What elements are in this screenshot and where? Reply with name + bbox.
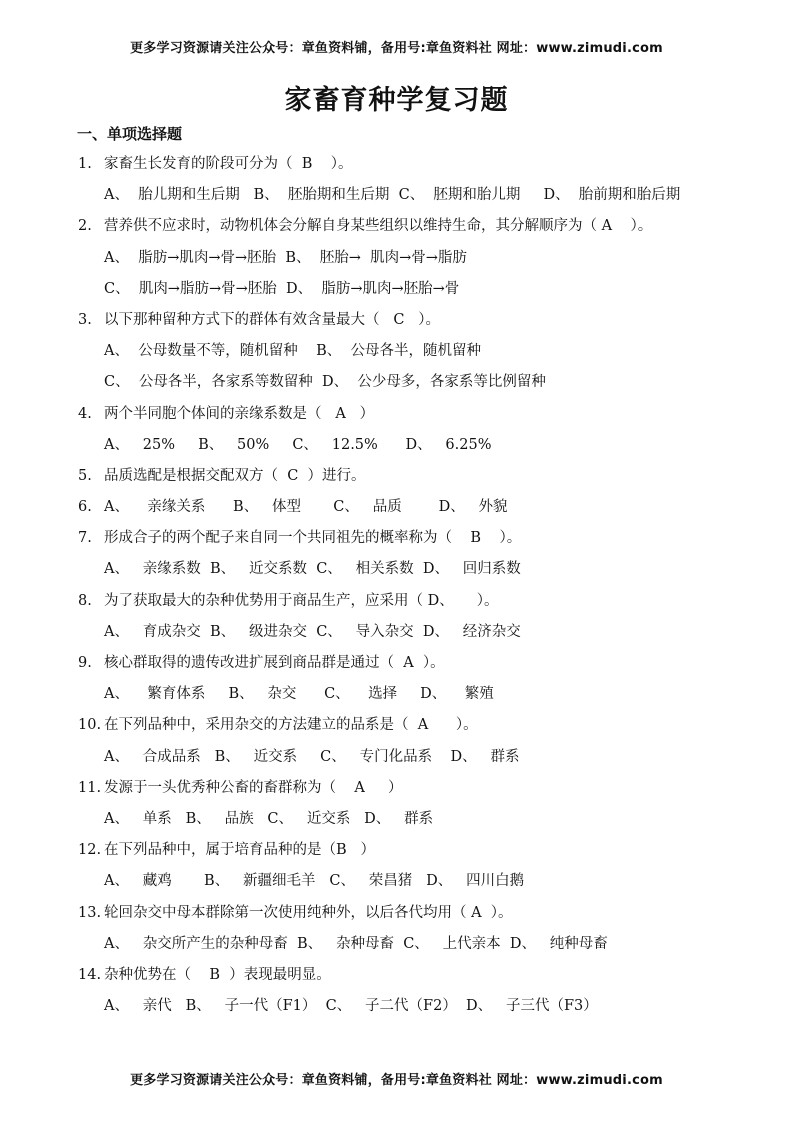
question-number: 5. <box>78 467 92 484</box>
question-list <box>78 149 768 1022</box>
options-text: C、 公母各半，各家系等数留种 D、 公少母多，各家系等比例留种 <box>104 374 546 391</box>
question-text: 家畜生长发育的阶段可分为（ B ）。 <box>104 156 353 172</box>
answer-options-line <box>78 679 768 710</box>
question-line <box>78 710 768 741</box>
question-line <box>78 835 768 866</box>
options-text: A、 亲代 B、 子一代（F1） C、 子二代（F2） D、 子三代（F3） <box>104 998 598 1015</box>
options-text: A、 25% B、 50% C、 12.5% D、 6.25% <box>104 436 492 453</box>
answer-options-line <box>78 336 768 367</box>
answer-options-line <box>78 180 768 211</box>
question-text: 发源于一头优秀种公畜的畜群称为（ A ） <box>104 779 403 796</box>
question-text: 形成合子的两个配子来自同一个共同祖先的概率称为（ B ）。 <box>104 530 522 547</box>
answer-options-line <box>78 742 768 773</box>
question-line <box>78 399 768 430</box>
question-line <box>78 461 768 492</box>
question-number: 3. <box>78 311 92 328</box>
question-text: 杂种优势在（ B ）表现最明显。 <box>104 966 331 983</box>
question-text: 品质选配是根据交配双方（ C ）进行。 <box>104 467 366 484</box>
question-number: 8. <box>78 592 92 609</box>
page-header-promo: 更多学习资源请关注公众号：章鱼资料铺，备用号:章鱼资料社 网址：www.zimudi.com <box>130 41 663 56</box>
question-text: 在下列品种中，采用杂交的方法建立的品系是（ A ）。 <box>104 717 478 734</box>
options-text: A、 繁育体系 B、 杂交 C、 选择 D、 繁殖 <box>104 686 494 703</box>
question-line <box>78 492 768 523</box>
question-text: 核心群取得的遗传改进扩展到商品群是通过（ A ）。 <box>104 655 445 671</box>
question-line <box>78 211 768 242</box>
answer-options-line <box>78 430 768 461</box>
question-number: 6. <box>78 499 92 516</box>
question-line <box>78 960 768 991</box>
question-line <box>78 305 768 336</box>
question-text: 在下列品种中，属于培育品种的是（B ） <box>104 842 375 859</box>
options-text: C、 肌肉→脂肪→骨→胚胎 D、 脂肪→肌肉→胚胎→骨 <box>104 280 460 297</box>
page-footer-promo: 更多学习资源请关注公众号：章鱼资料铺，备用号:章鱼资料社 网址：www.zimudi.com <box>130 1073 663 1088</box>
question-number: 9. <box>78 655 92 671</box>
question-text: 轮回杂交中母本群除第一次使用纯种外，以后各代均用（ A ）。 <box>104 904 513 921</box>
options-text: A、 胎儿期和生后期 B、 胚胎期和生后期 C、 胚期和胎儿期 D、 胎前期和胎后期 <box>104 187 681 204</box>
question-number: 2. <box>78 218 92 235</box>
answer-options-line <box>78 367 768 398</box>
question-number: 7. <box>78 530 92 547</box>
answer-options-line <box>78 274 768 305</box>
options-text: A、 育成杂交 B、 级进杂交 C、 导入杂交 D、 经济杂交 <box>104 623 521 640</box>
options-text: A、 合成品系 B、 近交系 C、 专门化品系 D、 群系 <box>104 748 520 765</box>
question-number: 13. <box>78 904 102 921</box>
question-text: 两个半同胞个体间的亲缘系数是（ A ） <box>104 405 375 422</box>
answer-options-line <box>78 929 768 960</box>
answer-options-line <box>78 243 768 274</box>
answer-options-line <box>78 554 768 585</box>
question-number: 10. <box>78 717 102 734</box>
question-text: 营养供不应求时，动物机体会分解自身某些组织以维持生命，其分解顺序为（ A ）。 <box>104 218 653 235</box>
question-line <box>78 523 768 554</box>
question-text: 以下那种留种方式下的群体有效含量最大（ C ）。 <box>104 311 440 328</box>
options-text: A、 亲缘系数 B、 近交系数 C、 相关系数 D、 回归系数 <box>104 561 521 578</box>
page-title: 家畜育种学复习题 <box>284 85 509 116</box>
question-line <box>78 149 768 180</box>
question-number: 4. <box>78 405 92 422</box>
options-text: A、 单系 B、 品族 C、 近交系 D、 群系 <box>104 810 434 827</box>
answer-options-line <box>78 804 768 835</box>
question-number: 12. <box>78 842 102 859</box>
question-line <box>78 648 768 679</box>
options-text: A、 脂肪→肌肉→骨→胚胎 B、 胚胎→ 肌肉→骨→脂肪 <box>104 249 467 266</box>
answer-options-line <box>78 991 768 1022</box>
question-number: 11. <box>78 779 102 796</box>
options-text: A、 藏鸡 B、 新疆细毛羊 C、 荣昌猪 D、 四川白鹅 <box>104 873 525 890</box>
question-line <box>78 898 768 929</box>
question-number: 14. <box>78 966 102 983</box>
question-number: 1. <box>78 156 92 172</box>
options-text: A、 公母数量不等，随机留种 B、 公母各半，随机留种 <box>104 343 481 360</box>
question-text: A、 亲缘关系 B、 体型 C、 品质 D、 外貌 <box>104 499 508 516</box>
question-line <box>78 773 768 804</box>
question-line <box>78 586 768 617</box>
answer-options-line <box>78 866 768 897</box>
section-heading: 一、单项选择题 <box>77 125 183 143</box>
question-text: 为了获取最大的杂种优势用于商品生产，应采用（ D、 ）。 <box>104 592 499 609</box>
answer-options-line <box>78 617 768 648</box>
options-text: A、 杂交所产生的杂种母畜 B、 杂种母畜 C、 上代亲本 D、 纯种母畜 <box>104 935 608 952</box>
